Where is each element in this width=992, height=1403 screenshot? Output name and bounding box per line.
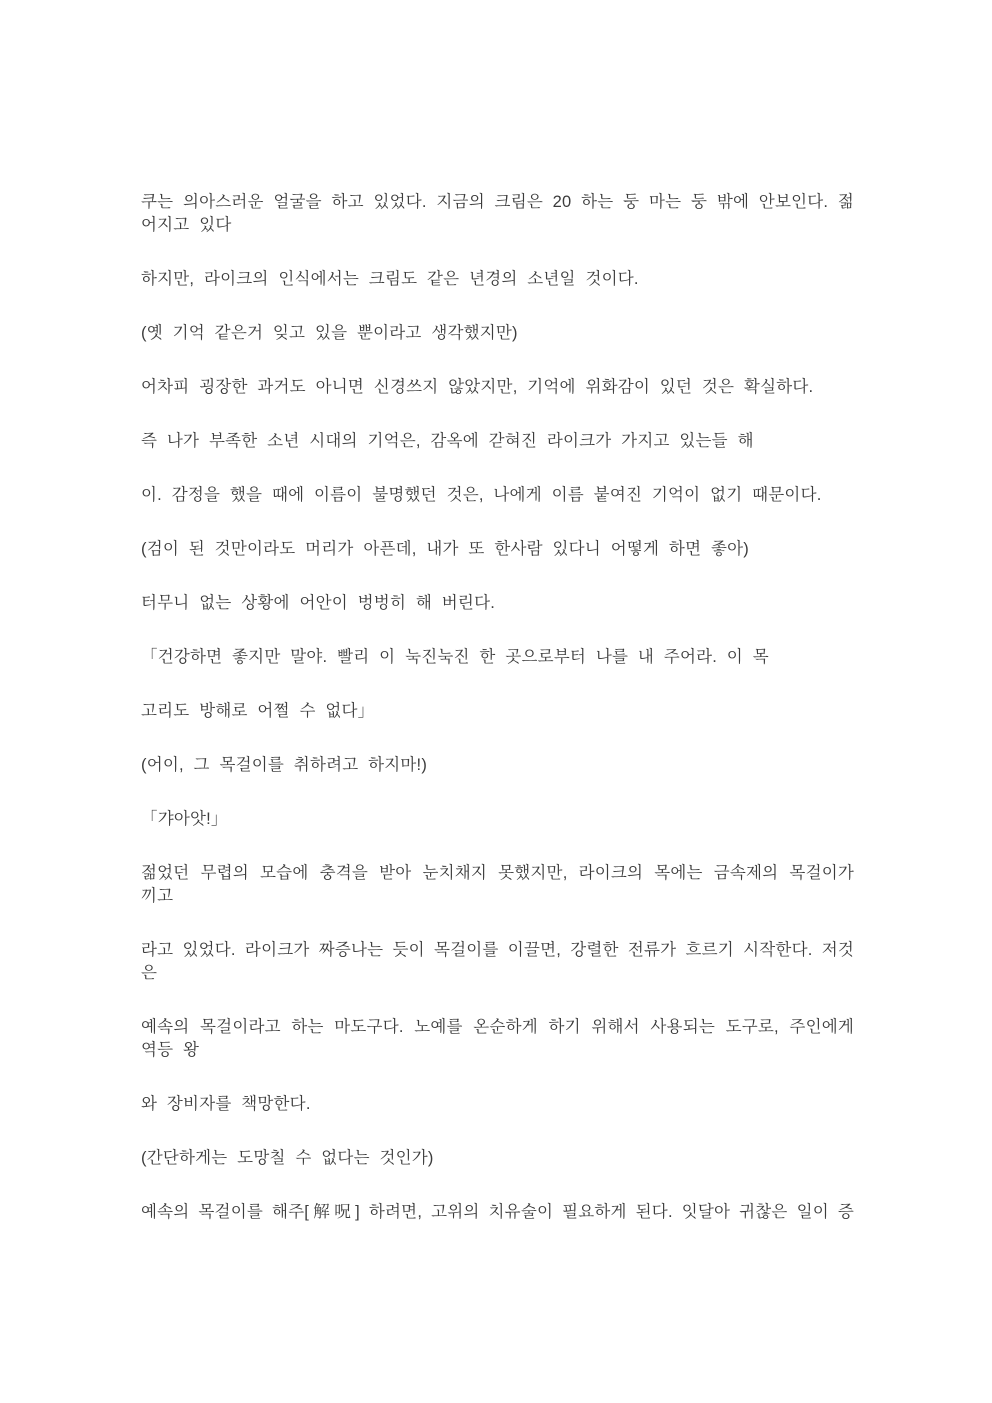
text-line: 「갸아앗!」	[141, 810, 228, 828]
text-line: (검이 된 것만이라도 머리가 아픈데, 내가 또 한사람 있다니 어떻게 하면 좋아)	[141, 540, 749, 558]
paragraph	[141, 430, 854, 453]
paragraph	[141, 646, 854, 669]
text-line: 「건강하면 좋지만 말야. 빨리 이 눅진눅진 한 곳으로부터 나를 내 주어라. 이 목	[141, 648, 769, 666]
paragraph	[141, 862, 854, 908]
text-line: 예속의 목걸이라고 하는 마도구다. 노예를 온순하게 하기 위해서 사용되는 도구로, 주인에게	[141, 1018, 854, 1036]
text-line: 라고 있었다. 라이크가 짜증나는 듯이 목걸이를 이끌면, 강렬한 전류가 흐르기 시작한다. 저것	[141, 941, 854, 959]
paragraph	[141, 1016, 854, 1062]
text-line: (간단하게는 도망칠 수 없다는 것인가)	[141, 1149, 434, 1167]
paragraph	[141, 322, 854, 345]
text-line: 즉 나가 부족한 소년 시대의 기억은, 감옥에 갇혀진 라이크가 가지고 있는들 해	[141, 432, 754, 450]
paragraph	[141, 1093, 854, 1116]
text-line: 이. 감정을 했을 때에 이름이 불명했던 것은, 나에게 이름 붙여진 기억이 없기 때문이다.	[141, 486, 822, 504]
text-line: 하지만, 라이크의 인식에서는 크림도 같은 년경의 소년일 것이다.	[141, 270, 639, 288]
text-line: 어지고 있다	[141, 216, 232, 234]
text-line: 쿠는 의아스러운 얼굴을 하고 있었다. 지금의 크림은 20 하는 둥 마는 둥 밖에 안보인다. 젊	[141, 193, 854, 211]
paragraph	[141, 538, 854, 561]
paragraph	[141, 1201, 854, 1224]
text-line: (어이, 그 목걸이를 취하려고 하지마!)	[141, 756, 428, 774]
text-line: 어차피 굉장한 과거도 아니면 신경쓰지 않았지만, 기억에 위화감이 있던 것은 확실하다.	[141, 378, 814, 396]
paragraph	[141, 484, 854, 507]
paragraph	[141, 191, 854, 237]
paragraph	[141, 939, 854, 985]
paragraph	[141, 376, 854, 399]
text-line: (옛 기억 같은거 잊고 있을 뿐이라고 생각했지만)	[141, 324, 518, 342]
paragraph	[141, 700, 854, 723]
text-line: 예속의 목걸이를 해주[解呪] 하려면, 고위의 치유술이 필요하게 된다. 잇달아 귀찮은 일이 증	[141, 1203, 854, 1221]
text-line: 끼고	[141, 887, 174, 905]
paragraph	[141, 754, 854, 777]
paragraph	[141, 1147, 854, 1170]
text-line: 고리도 방해로 어쩔 수 없다」	[141, 702, 375, 720]
text-line: 젊었던 무렵의 모습에 충격을 받아 눈치채지 못했지만, 라이크의 목에는 금속제의 목걸이가	[141, 864, 854, 882]
paragraph	[141, 592, 854, 615]
text-line: 역등 왕	[141, 1041, 200, 1059]
paragraph	[141, 808, 854, 831]
novel-text-column	[141, 191, 854, 1255]
paragraph	[141, 268, 854, 291]
text-line: 은	[141, 964, 158, 982]
text-line: 터무니 없는 상황에 어안이 벙벙히 해 버린다.	[141, 594, 495, 612]
text-line: 와 장비자를 책망한다.	[141, 1095, 311, 1113]
